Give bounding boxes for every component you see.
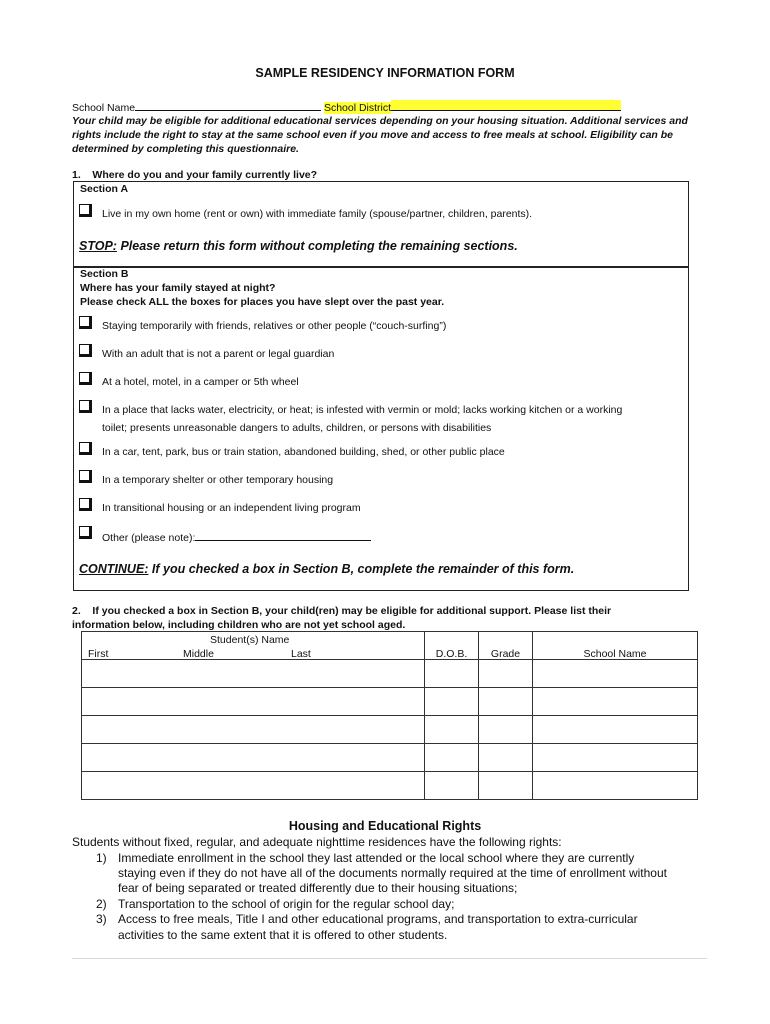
rights-heading: Housing and Educational Rights [288, 819, 482, 833]
section-a-checkbox[interactable] [79, 204, 92, 217]
continue-label: CONTINUE: [79, 562, 149, 576]
non-guardian-checkbox[interactable] [79, 344, 92, 357]
students-name-label: Student(s) Name [210, 634, 290, 646]
students-table [81, 631, 698, 800]
rights-item-3-line1: Access to free meals, Title I and other educational programs, and transportation to extra-curricular [118, 912, 638, 926]
stop-text: Please return this form without completing the remaining sections. [116, 239, 518, 253]
question-1-heading: 1. Where do you and your family currently live? [72, 169, 318, 181]
substandard-housing-checkbox[interactable] [79, 400, 92, 413]
table-row [82, 744, 698, 772]
stop-note [79, 239, 518, 253]
grade-cell[interactable] [479, 660, 533, 688]
rights-item-2-num: 2) [96, 897, 107, 911]
continue-text: If you checked a box in Section B, complete the remainder of this form. [148, 562, 575, 576]
last-label: Last [291, 648, 311, 660]
school-name-header [533, 632, 698, 660]
school-district-field[interactable] [391, 100, 621, 111]
rights-item-1-num: 1) [96, 851, 107, 865]
other-checkbox[interactable] [79, 526, 92, 539]
section-b-instruction: Please check ALL the boxes for places you have slept over the past year. [80, 296, 445, 308]
rights-item-1-line2: staying even if they do not have all of the documents normally required at the time of enrollment without [118, 866, 667, 880]
stop-label: STOP: [79, 239, 117, 253]
temporary-shelter-checkbox[interactable] [79, 470, 92, 483]
grade-label: Grade [490, 648, 521, 660]
name-cell[interactable] [82, 716, 425, 744]
option-transitional-housing: In transitional housing or an independent living program [102, 502, 361, 514]
school-name-col-label: School Name [583, 648, 647, 660]
rights-item-2-line1: Transportation to the school of origin for the regular school day; [118, 897, 455, 911]
couch-surfing-checkbox[interactable] [79, 316, 92, 329]
school-name-field[interactable] [135, 100, 321, 111]
dob-cell[interactable] [425, 688, 479, 716]
option-non-guardian: With an adult that is not a parent or legal guardian [102, 348, 335, 360]
option-substandard-housing-cont: toilet; presents unreasonable dangers to adults, children, or persons with disabilities [102, 422, 492, 434]
table-row [82, 716, 698, 744]
section-a-label: Section A [80, 183, 129, 195]
option-couch-surfing: Staying temporarily with friends, relatives or other people (“couch-surfing”) [102, 320, 447, 332]
dob-header [425, 632, 479, 660]
hotel-checkbox[interactable] [79, 372, 92, 385]
section-b-question: Where has your family stayed at night? [80, 282, 276, 294]
section-b-label: Section B [80, 268, 129, 280]
option-other [102, 530, 371, 544]
grade-cell[interactable] [479, 744, 533, 772]
rights-item-3-line2: activities to the same extent that it is offered to other students. [118, 928, 448, 942]
option-other-label: Other (please note): [102, 532, 196, 544]
section-a-box [73, 181, 689, 268]
grade-cell[interactable] [479, 772, 533, 800]
transitional-housing-checkbox[interactable] [79, 498, 92, 511]
question-2-heading-cont: information below, including children who are not yet school aged. [72, 619, 406, 631]
question-2-heading: 2. If you checked a box in Section B, your child(ren) may be eligible for additional support. Please list their [72, 605, 612, 617]
option-substandard-housing: In a place that lacks water, electricity, or heat; is infested with vermin or mold; lacks working kitchen or a working [102, 404, 623, 416]
school-district-label: School District [323, 102, 392, 114]
name-cell[interactable] [82, 744, 425, 772]
option-public-place: In a car, tent, park, bus or train station, abandoned building, shed, or other public place [102, 446, 505, 458]
rights-item-1-line3: fear of being separated or treated differently due to their housing situations; [118, 881, 518, 895]
grade-header [479, 632, 533, 660]
middle-label: Middle [183, 648, 214, 660]
rights-intro: Students without fixed, regular, and adequate nighttime residences have the following rights: [72, 835, 562, 849]
grade-cell[interactable] [479, 716, 533, 744]
school-cell[interactable] [533, 716, 698, 744]
school-info-row [72, 100, 621, 114]
table-header-row [82, 632, 698, 660]
table-row [82, 660, 698, 688]
school-cell[interactable] [533, 744, 698, 772]
dob-cell[interactable] [425, 716, 479, 744]
bottom-divider [72, 958, 707, 959]
name-cell[interactable] [82, 688, 425, 716]
name-cell[interactable] [82, 660, 425, 688]
dob-cell[interactable] [425, 744, 479, 772]
student-name-header [82, 632, 425, 660]
table-row [82, 688, 698, 716]
dob-label: D.O.B. [435, 648, 468, 660]
dob-cell[interactable] [425, 772, 479, 800]
school-cell[interactable] [533, 772, 698, 800]
option-hotel: At a hotel, motel, in a camper or 5th wheel [102, 376, 299, 388]
first-label: First [88, 648, 109, 660]
option-temporary-shelter: In a temporary shelter or other temporary housing [102, 474, 334, 486]
table-row [82, 772, 698, 800]
grade-cell[interactable] [479, 688, 533, 716]
dob-cell[interactable] [425, 660, 479, 688]
public-place-checkbox[interactable] [79, 442, 92, 455]
rights-item-3-num: 3) [96, 912, 107, 926]
form-title: SAMPLE RESIDENCY INFORMATION FORM [255, 66, 515, 80]
school-cell[interactable] [533, 688, 698, 716]
school-name-label: School Name [72, 102, 136, 114]
school-cell[interactable] [533, 660, 698, 688]
intro-text: Your child may be eligible for additional educational services depending on your housing situation. Additional services and rights include the right to stay at the same school even if you move and access to free meals at school. Eligibility can be determined by completing this questionnaire. [72, 115, 688, 155]
other-note-field[interactable] [195, 530, 371, 541]
rights-item-1-line1: Immediate enrollment in the school they last attended or the local school where they are currently [118, 851, 635, 865]
continue-note [79, 562, 574, 576]
section-a-option: Live in my own home (rent or own) with immediate family (spouse/partner, children, parents). [102, 208, 533, 220]
name-cell[interactable] [82, 772, 425, 800]
